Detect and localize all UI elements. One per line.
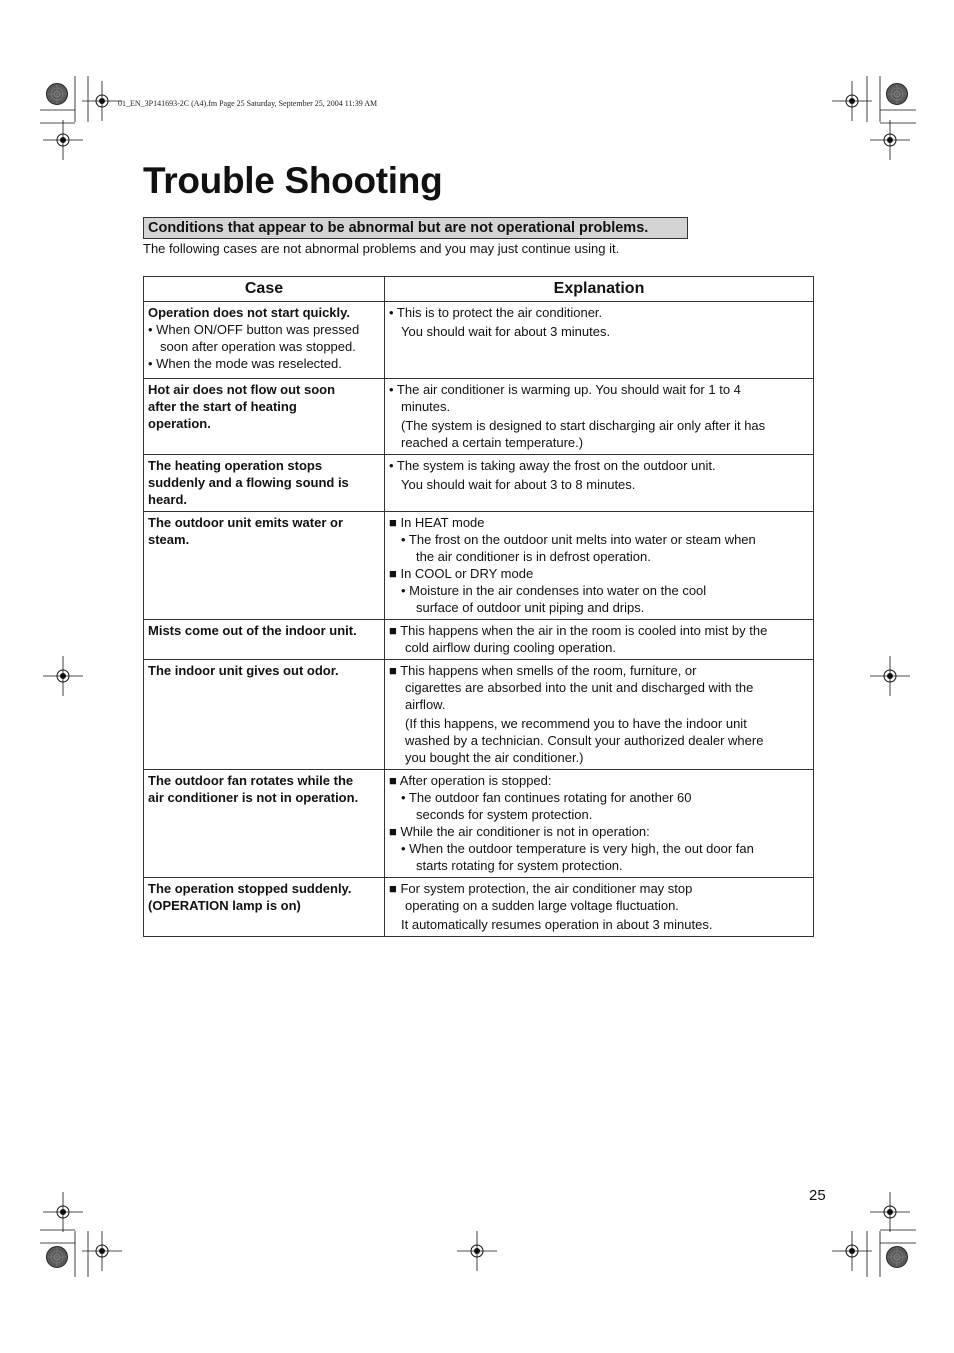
table-row [144,770,814,878]
explanation-line: • The frost on the outdoor unit melts into water or steam when [401,532,756,547]
explanation-cell [385,302,814,379]
page-title: Trouble Shooting [143,160,443,201]
case-line: The heating operation stops [148,458,323,473]
explanation-line: ■ In HEAT mode [389,515,485,530]
explanation-line: It automatically resumes operation in about 3 minutes. [401,917,713,932]
explanation-line: you bought the air conditioner.) [405,750,584,765]
case-line: The indoor unit gives out odor. [148,663,339,678]
explanation-cell [385,770,814,878]
case-line: soon after operation was stopped. [160,339,356,354]
case-line: The outdoor fan rotates while the [148,773,354,788]
print-header-stamp: 01_EN_3P141693-2C (A4).fm Page 25 Saturday, September 25, 2004 11:39 AM [118,99,378,108]
explanation-cell [385,512,814,620]
explanation-line: washed by a technician. Consult your authorized dealer where [405,733,764,748]
case-cell [144,455,385,512]
explanation-line: minutes. [401,399,451,414]
explanation-line: seconds for system protection. [416,807,593,822]
column-header-case: Case [144,277,385,302]
case-line: Operation does not start quickly. [148,305,351,320]
explanation-line: (The system is designed to start discharging air only after it has [401,418,766,433]
case-line: • When ON/OFF button was pressed [148,322,360,337]
case-cell [144,620,385,660]
explanation-line: ■ This happens when the air in the room is cooled into mist by the [389,623,768,638]
table-row [144,878,814,937]
explanation-cell [385,379,814,455]
case-line: steam. [148,532,190,547]
case-line: Mists come out of the indoor unit. [148,623,357,638]
explanation-line: ■ In COOL or DRY mode [389,566,534,581]
case-cell [144,770,385,878]
explanation-line: surface of outdoor unit piping and drips. [416,600,645,615]
table-row [144,512,814,620]
trouble-table [143,276,814,937]
explanation-cell [385,620,814,660]
intro-text: The following cases are not abnormal problems and you may just continue using it. [143,241,620,256]
case-line: The outdoor unit emits water or [148,515,344,530]
explanation-line: (If this happens, we recommend you to have the indoor unit [405,716,747,731]
explanation-line: ■ While the air conditioner is not in operation: [389,824,650,839]
case-cell [144,512,385,620]
table-row [144,379,814,455]
case-line: • When the mode was reselected. [148,356,342,371]
explanation-line: • The system is taking away the frost on the outdoor unit. [389,458,716,473]
case-line: suddenly and a flowing sound is [148,475,349,490]
case-line: (OPERATION lamp is on) [148,898,301,913]
case-line: air conditioner is not in operation. [148,790,359,805]
table-row [144,455,814,512]
case-cell [144,379,385,455]
case-cell [144,302,385,379]
explanation-line: • The air conditioner is warming up. You should wait for 1 to 4 [389,382,741,397]
explanation-line: You should wait for about 3 to 8 minutes. [401,477,636,492]
explanation-line: • Moisture in the air condenses into water on the cool [401,583,707,598]
explanation-line: reached a certain temperature.) [401,435,584,450]
explanation-cell [385,455,814,512]
explanation-line: starts rotating for system protection. [416,858,623,873]
explanation-line: ■ For system protection, the air conditioner may stop [389,881,693,896]
case-line: after the start of heating [148,399,297,414]
case-line: operation. [148,416,211,431]
case-line: heard. [148,492,188,507]
page-number: 25 [809,1187,826,1204]
table-header-row [144,277,814,302]
table-row [144,660,814,770]
explanation-line: the air conditioner is in defrost operation. [416,549,651,564]
explanation-line: cold airflow during cooling operation. [405,640,617,655]
table-row [144,302,814,379]
explanation-line: • When the outdoor temperature is very high, the out door fan [401,841,754,856]
case-line: The operation stopped suddenly. [148,881,352,896]
explanation-line: cigarettes are absorbed into the unit and discharged with the [405,680,754,695]
explanation-cell [385,660,814,770]
case-line: Hot air does not flow out soon [148,382,336,397]
explanation-line: You should wait for about 3 minutes. [401,324,611,339]
explanation-line: operating on a sudden large voltage fluctuation. [405,898,679,913]
explanation-line: ■ This happens when smells of the room, furniture, or [389,663,697,678]
table-row [144,620,814,660]
section-heading: Conditions that appear to be abnormal but are not operational problems. [143,217,688,239]
case-cell [144,878,385,937]
explanation-line: • The outdoor fan continues rotating for another 60 [401,790,692,805]
case-cell [144,660,385,770]
column-header-explanation: Explanation [385,277,814,302]
explanation-line: • This is to protect the air conditioner. [389,305,603,320]
explanation-line: airflow. [405,697,446,712]
explanation-cell [385,878,814,937]
explanation-line: ■ After operation is stopped: [389,773,552,788]
